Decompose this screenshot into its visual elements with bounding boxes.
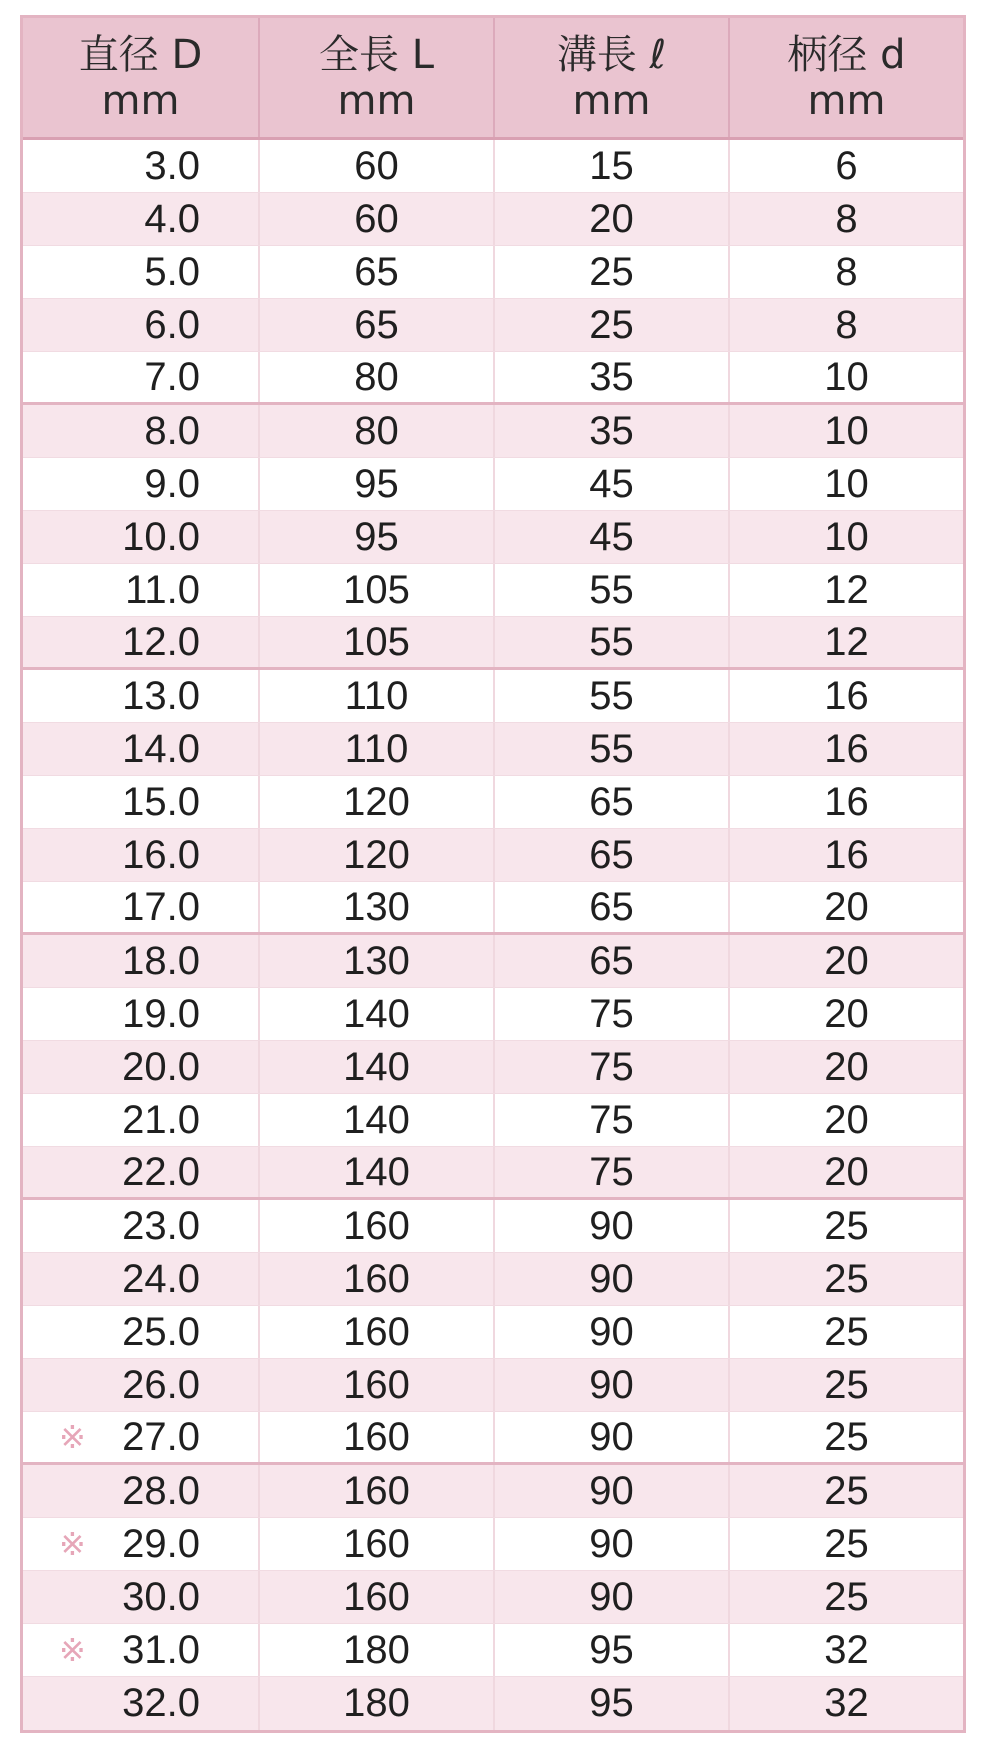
table-row (23, 352, 963, 405)
cell-diameter (23, 882, 258, 932)
cell-total-length-value: 160 (343, 1468, 410, 1513)
cell-flute-length (493, 1253, 728, 1305)
cell-flute-length-value: 55 (589, 619, 634, 664)
table-row (23, 140, 963, 193)
cell-total-length (258, 988, 493, 1040)
cell-diameter (23, 193, 258, 245)
table-row (23, 1253, 963, 1306)
cell-shank-diameter-value: 12 (824, 567, 869, 612)
header-flute-length (493, 18, 728, 137)
cell-shank-diameter-value: 20 (824, 1097, 869, 1142)
diameter-value: 19.0 (122, 991, 200, 1036)
cell-total-length (258, 1359, 493, 1411)
cell-total-length (258, 193, 493, 245)
cell-diameter (23, 1571, 258, 1623)
table-row (23, 988, 963, 1041)
cell-shank-diameter-value: 16 (824, 673, 869, 718)
cell-total-length-value: 140 (343, 1097, 410, 1142)
cell-total-length-value: 130 (343, 884, 410, 929)
cell-diameter (23, 829, 258, 881)
diameter-value: 21.0 (122, 1097, 200, 1142)
table-row (23, 1359, 963, 1412)
table-row (23, 829, 963, 882)
cell-flute-length-value: 75 (589, 1044, 634, 1089)
cell-flute-length-value: 65 (589, 832, 634, 877)
cell-shank-diameter-value: 10 (824, 408, 869, 453)
cell-flute-length (493, 140, 728, 192)
cell-diameter (23, 1359, 258, 1411)
cell-total-length (258, 1094, 493, 1146)
cell-total-length (258, 670, 493, 722)
cell-shank-diameter-value: 16 (824, 832, 869, 877)
cell-shank-diameter (728, 1624, 963, 1676)
diameter-value: 17.0 (122, 884, 200, 929)
cell-flute-length-value: 65 (589, 938, 634, 983)
cell-shank-diameter (728, 1147, 963, 1197)
cell-total-length-value: 160 (343, 1414, 410, 1459)
header-shank-diameter (728, 18, 963, 137)
diameter-value: 31.0 (122, 1627, 200, 1672)
diameter-value: 15.0 (122, 779, 200, 824)
cell-diameter (23, 1677, 258, 1730)
cell-total-length-value: 60 (354, 196, 399, 241)
cell-flute-length (493, 776, 728, 828)
diameter-value: 12.0 (122, 619, 200, 664)
diameter-value: 22.0 (122, 1149, 200, 1194)
cell-shank-diameter-value: 25 (824, 1468, 869, 1513)
cell-diameter (23, 935, 258, 987)
table-row (23, 1412, 963, 1465)
cell-shank-diameter (728, 1094, 963, 1146)
note-mark-icon: ※ (59, 1525, 86, 1563)
cell-total-length-value: 160 (343, 1362, 410, 1407)
cell-total-length-value: 65 (354, 249, 399, 294)
cell-shank-diameter-value: 32 (824, 1681, 869, 1725)
cell-flute-length-value: 90 (589, 1309, 634, 1354)
header-shank-diameter-label: 柄径 d (787, 31, 906, 78)
diameter-value: 28.0 (122, 1468, 200, 1513)
cell-flute-length-value: 90 (589, 1256, 634, 1301)
cell-total-length (258, 1041, 493, 1093)
cell-diameter (23, 1147, 258, 1197)
cell-shank-diameter-value: 25 (824, 1574, 869, 1619)
cell-flute-length-value: 15 (589, 143, 634, 188)
header-total-length-unit: mm (337, 77, 416, 124)
cell-diameter (23, 1041, 258, 1093)
cell-shank-diameter (728, 1518, 963, 1570)
cell-total-length (258, 1571, 493, 1623)
cell-diameter (23, 1518, 258, 1570)
cell-shank-diameter (728, 882, 963, 932)
cell-total-length-value: 95 (354, 461, 399, 506)
cell-flute-length (493, 1677, 728, 1730)
diameter-value: 13.0 (122, 673, 200, 718)
cell-shank-diameter (728, 1571, 963, 1623)
header-diameter (23, 18, 258, 137)
table-row (23, 1518, 963, 1571)
cell-flute-length-value: 45 (589, 514, 634, 559)
cell-shank-diameter-value: 20 (824, 884, 869, 929)
cell-diameter (23, 670, 258, 722)
cell-shank-diameter-value: 8 (835, 249, 858, 294)
cell-shank-diameter (728, 617, 963, 667)
table-row (23, 1094, 963, 1147)
cell-shank-diameter (728, 352, 963, 402)
cell-flute-length (493, 193, 728, 245)
cell-flute-length-value: 75 (589, 991, 634, 1036)
cell-shank-diameter (728, 1041, 963, 1093)
cell-total-length (258, 140, 493, 192)
note-mark-icon: ※ (59, 1631, 86, 1669)
table-row (23, 882, 963, 935)
cell-total-length-value: 160 (343, 1256, 410, 1301)
cell-total-length-value: 120 (343, 779, 410, 824)
cell-flute-length-value: 25 (589, 249, 634, 294)
cell-flute-length (493, 511, 728, 563)
diameter-value: 9.0 (144, 461, 200, 506)
cell-diameter (23, 352, 258, 402)
cell-flute-length-value: 90 (589, 1468, 634, 1513)
cell-shank-diameter-value: 20 (824, 1149, 869, 1194)
cell-total-length (258, 1412, 493, 1462)
cell-diameter (23, 458, 258, 510)
diameter-value: 27.0 (122, 1414, 200, 1459)
table-row (23, 405, 963, 458)
table-row (23, 1041, 963, 1094)
cell-flute-length-value: 45 (589, 461, 634, 506)
table-row (23, 617, 963, 670)
table-row (23, 458, 963, 511)
cell-diameter (23, 246, 258, 298)
cell-flute-length-value: 25 (589, 302, 634, 347)
cell-total-length-value: 60 (354, 143, 399, 188)
cell-shank-diameter (728, 1465, 963, 1517)
cell-shank-diameter-value: 25 (824, 1256, 869, 1301)
diameter-value: 25.0 (122, 1309, 200, 1354)
cell-total-length (258, 1253, 493, 1305)
cell-flute-length (493, 1412, 728, 1462)
cell-flute-length (493, 617, 728, 667)
cell-shank-diameter (728, 246, 963, 298)
cell-total-length-value: 95 (354, 514, 399, 559)
cell-total-length-value: 80 (354, 408, 399, 453)
cell-diameter (23, 1465, 258, 1517)
cell-total-length-value: 140 (343, 1044, 410, 1089)
cell-flute-length (493, 458, 728, 510)
header-shank-diameter-unit: mm (807, 77, 886, 124)
cell-shank-diameter-value: 32 (824, 1627, 869, 1672)
table-row (23, 193, 963, 246)
table-row (23, 1571, 963, 1624)
cell-total-length (258, 564, 493, 616)
cell-total-length (258, 1677, 493, 1730)
cell-total-length-value: 80 (354, 354, 399, 399)
cell-shank-diameter (728, 723, 963, 775)
table-row (23, 299, 963, 352)
table-row (23, 1624, 963, 1677)
cell-flute-length-value: 65 (589, 884, 634, 929)
cell-total-length-value: 140 (343, 1149, 410, 1194)
table-row (23, 670, 963, 723)
cell-shank-diameter-value: 20 (824, 938, 869, 983)
cell-diameter (23, 1094, 258, 1146)
cell-shank-diameter-value: 20 (824, 1044, 869, 1089)
cell-flute-length (493, 723, 728, 775)
table-row (23, 1306, 963, 1359)
cell-flute-length (493, 564, 728, 616)
diameter-value: 32.0 (122, 1681, 200, 1725)
cell-flute-length-value: 55 (589, 567, 634, 612)
cell-flute-length-value: 75 (589, 1149, 634, 1194)
cell-flute-length (493, 405, 728, 457)
table-row (23, 564, 963, 617)
cell-total-length-value: 65 (354, 302, 399, 347)
cell-total-length (258, 829, 493, 881)
cell-total-length (258, 511, 493, 563)
cell-shank-diameter (728, 1359, 963, 1411)
diameter-value: 3.0 (144, 143, 200, 188)
cell-shank-diameter-value: 8 (835, 302, 858, 347)
cell-shank-diameter (728, 776, 963, 828)
cell-flute-length-value: 55 (589, 673, 634, 718)
cell-flute-length (493, 1359, 728, 1411)
cell-shank-diameter (728, 140, 963, 192)
cell-flute-length (493, 1147, 728, 1197)
diameter-value: 10.0 (122, 514, 200, 559)
cell-total-length (258, 352, 493, 402)
cell-flute-length (493, 1200, 728, 1252)
cell-shank-diameter-value: 10 (824, 461, 869, 506)
cell-diameter (23, 1306, 258, 1358)
cell-shank-diameter (728, 564, 963, 616)
cell-total-length-value: 180 (343, 1681, 410, 1725)
cell-shank-diameter (728, 299, 963, 351)
cell-shank-diameter (728, 511, 963, 563)
cell-total-length (258, 246, 493, 298)
cell-flute-length-value: 35 (589, 354, 634, 399)
cell-flute-length (493, 988, 728, 1040)
diameter-value: 16.0 (122, 832, 200, 877)
cell-flute-length (493, 299, 728, 351)
cell-diameter (23, 776, 258, 828)
table-row (23, 1147, 963, 1200)
table-row (23, 511, 963, 564)
header-diameter-label: 直径 D (78, 31, 203, 78)
cell-diameter (23, 1253, 258, 1305)
cell-shank-diameter-value: 20 (824, 991, 869, 1036)
cell-flute-length-value: 95 (589, 1627, 634, 1672)
table-body (23, 140, 963, 1730)
header-flute-length-unit: mm (572, 77, 651, 124)
cell-flute-length-value: 20 (589, 196, 634, 241)
cell-flute-length-value: 75 (589, 1097, 634, 1142)
cell-shank-diameter (728, 988, 963, 1040)
cell-total-length-value: 110 (344, 726, 409, 771)
cell-total-length (258, 405, 493, 457)
table-row (23, 1465, 963, 1518)
diameter-value: 18.0 (122, 938, 200, 983)
cell-shank-diameter-value: 16 (824, 726, 869, 771)
diameter-value: 23.0 (122, 1203, 200, 1248)
cell-flute-length (493, 829, 728, 881)
diameter-value: 6.0 (144, 302, 200, 347)
diameter-value: 20.0 (122, 1044, 200, 1089)
cell-flute-length (493, 882, 728, 932)
cell-shank-diameter-value: 25 (824, 1309, 869, 1354)
cell-diameter (23, 511, 258, 563)
cell-flute-length (493, 246, 728, 298)
cell-total-length-value: 110 (344, 673, 409, 718)
cell-diameter (23, 988, 258, 1040)
cell-total-length-value: 180 (343, 1627, 410, 1672)
cell-flute-length-value: 90 (589, 1203, 634, 1248)
cell-shank-diameter (728, 193, 963, 245)
cell-shank-diameter-value: 10 (824, 514, 869, 559)
cell-diameter (23, 1200, 258, 1252)
cell-shank-diameter-value: 25 (824, 1414, 869, 1459)
cell-diameter (23, 723, 258, 775)
header-diameter-unit: mm (101, 77, 180, 124)
note-mark-icon: ※ (59, 1418, 86, 1456)
cell-diameter (23, 1624, 258, 1676)
cell-total-length-value: 140 (343, 991, 410, 1036)
table-header (23, 18, 963, 140)
cell-shank-diameter (728, 1253, 963, 1305)
cell-shank-diameter (728, 829, 963, 881)
cell-total-length (258, 1306, 493, 1358)
cell-flute-length-value: 90 (589, 1362, 634, 1407)
diameter-value: 7.0 (144, 354, 200, 399)
cell-total-length-value: 160 (343, 1574, 410, 1619)
cell-shank-diameter-value: 25 (824, 1203, 869, 1248)
cell-diameter (23, 299, 258, 351)
cell-total-length-value: 160 (343, 1309, 410, 1354)
header-total-length (258, 18, 493, 137)
cell-shank-diameter (728, 1200, 963, 1252)
cell-total-length (258, 1465, 493, 1517)
cell-shank-diameter-value: 8 (835, 196, 858, 241)
table-row (23, 1677, 963, 1730)
cell-flute-length (493, 1465, 728, 1517)
cell-diameter (23, 1412, 258, 1462)
table-row (23, 935, 963, 988)
cell-shank-diameter (728, 1412, 963, 1462)
diameter-value: 24.0 (122, 1256, 200, 1301)
table-row (23, 246, 963, 299)
diameter-value: 26.0 (122, 1362, 200, 1407)
diameter-value: 8.0 (144, 408, 200, 453)
cell-flute-length-value: 90 (589, 1574, 634, 1619)
cell-flute-length (493, 1624, 728, 1676)
cell-flute-length (493, 352, 728, 402)
cell-flute-length-value: 65 (589, 779, 634, 824)
cell-total-length-value: 160 (343, 1521, 410, 1566)
cell-flute-length-value: 90 (589, 1414, 634, 1459)
diameter-value: 14.0 (122, 726, 200, 771)
cell-total-length-value: 120 (343, 832, 410, 877)
cell-shank-diameter (728, 935, 963, 987)
cell-shank-diameter-value: 25 (824, 1521, 869, 1566)
cell-diameter (23, 405, 258, 457)
cell-total-length-value: 105 (343, 567, 410, 612)
cell-flute-length (493, 1518, 728, 1570)
header-total-length-label: 全長 L (319, 31, 434, 78)
cell-shank-diameter (728, 458, 963, 510)
cell-total-length-value: 105 (343, 619, 410, 664)
cell-total-length (258, 882, 493, 932)
table-row (23, 776, 963, 829)
cell-flute-length (493, 1094, 728, 1146)
cell-flute-length (493, 1041, 728, 1093)
table-row (23, 1200, 963, 1253)
diameter-value: 4.0 (144, 196, 200, 241)
cell-flute-length-value: 90 (589, 1521, 634, 1566)
diameter-value: 29.0 (122, 1521, 200, 1566)
cell-diameter (23, 564, 258, 616)
cell-shank-diameter (728, 670, 963, 722)
cell-shank-diameter-value: 25 (824, 1362, 869, 1407)
cell-flute-length-value: 95 (589, 1681, 634, 1725)
cell-total-length (258, 1624, 493, 1676)
cell-flute-length (493, 1306, 728, 1358)
cell-shank-diameter (728, 1677, 963, 1730)
spec-table (20, 15, 966, 1733)
table-row (23, 723, 963, 776)
diameter-value: 5.0 (144, 249, 200, 294)
cell-total-length (258, 1200, 493, 1252)
cell-shank-diameter (728, 1306, 963, 1358)
diameter-value: 11.0 (125, 567, 200, 612)
cell-shank-diameter-value: 16 (824, 779, 869, 824)
cell-total-length (258, 1147, 493, 1197)
cell-total-length (258, 935, 493, 987)
cell-flute-length (493, 1571, 728, 1623)
cell-total-length-value: 130 (343, 938, 410, 983)
cell-flute-length (493, 670, 728, 722)
cell-total-length (258, 1518, 493, 1570)
cell-flute-length-value: 35 (589, 408, 634, 453)
cell-shank-diameter-value: 10 (824, 354, 869, 399)
cell-total-length (258, 458, 493, 510)
cell-total-length-value: 160 (343, 1203, 410, 1248)
cell-total-length (258, 617, 493, 667)
cell-flute-length-value: 55 (589, 726, 634, 771)
cell-total-length (258, 723, 493, 775)
diameter-value: 30.0 (122, 1574, 200, 1619)
cell-shank-diameter-value: 6 (835, 143, 858, 188)
header-flute-length-label: 溝長 ℓ (556, 31, 667, 78)
cell-total-length (258, 776, 493, 828)
cell-shank-diameter (728, 405, 963, 457)
cell-diameter (23, 617, 258, 667)
cell-flute-length (493, 935, 728, 987)
cell-diameter (23, 140, 258, 192)
cell-total-length (258, 299, 493, 351)
cell-shank-diameter-value: 12 (824, 619, 869, 664)
